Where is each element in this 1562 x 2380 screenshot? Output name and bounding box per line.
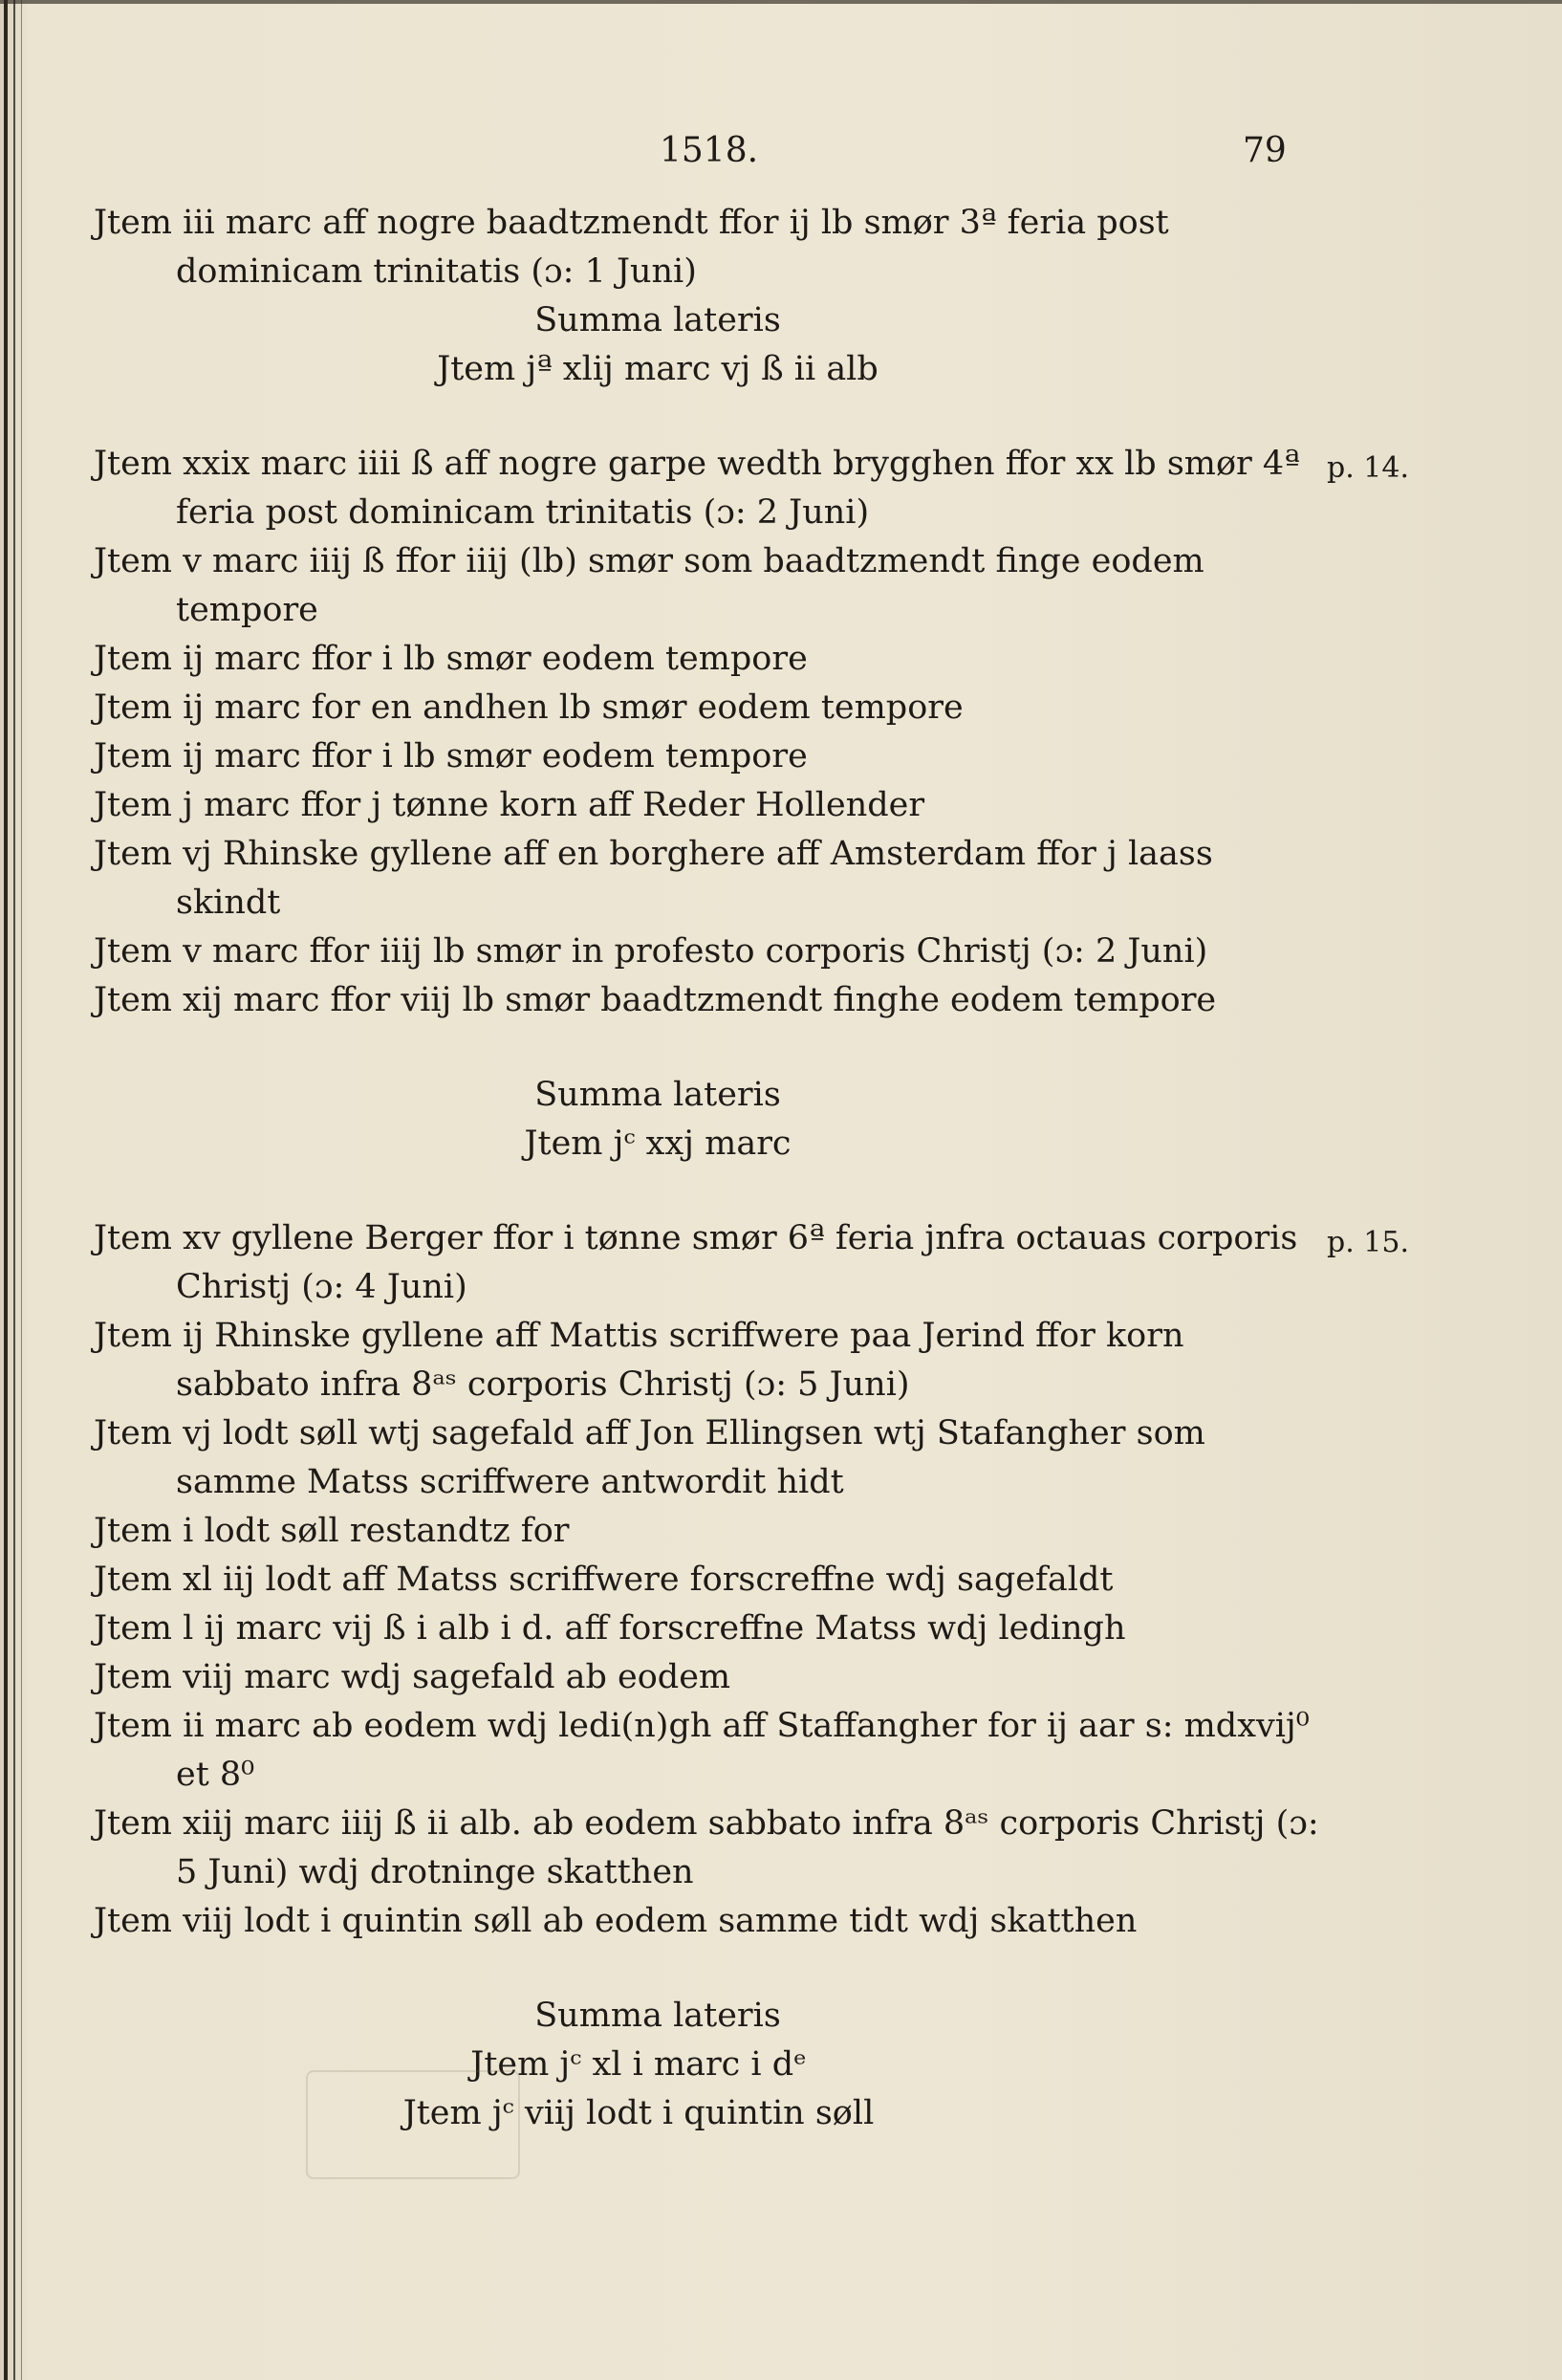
account-entry [94,1897,1327,1946]
account-entry [94,684,1327,732]
account-entry [94,440,1409,537]
entry-text: Jtem xij marc ffor viij lb smør baadtzmendt finghe eodem tempore [94,981,1217,1019]
page-number: 79 [1243,131,1287,170]
binding-edge [4,0,8,2380]
running-header [0,122,1562,180]
entry-text: Jtem viij marc wdj sagefald ab eodem [94,1658,731,1696]
binding-edge-inner [13,0,15,2380]
account-entry [94,1214,1409,1312]
account-entry [94,1409,1327,1507]
section-gap [94,394,1327,440]
summa-line: Jtem jª xlij marc vj ß ii alb [437,350,879,388]
header-year: 1518. [660,131,759,170]
account-entry [94,830,1327,928]
top-edge [0,0,1562,4]
entry-text: Jtem xl iij lodt aff Matss scriffwere forscreffne wdj sagefaldt [94,1561,1114,1599]
entry-text: Jtem vj lodt søll wtj sagefald aff Jon Ellingsen wtj Stafangher som samme Matss scriffwere antwordit hidt [94,1414,1205,1501]
entry-text: Jtem xiij marc iiij ß ii alb. ab eodem sabbato infra 8ᵃˢ corporis Christj (ɔ: 5 Juni) wdj drotninge skatthen [94,1804,1319,1891]
entry-text: Jtem ij marc for en andhen lb smør eodem tempore [94,688,964,727]
summa-line: Summa lateris [534,1076,781,1114]
margin-page-ref: p. 14. [1327,451,1409,485]
entry-text: Jtem vj Rhinske gyllene aff en borghere aff Amsterdam ffor j laass skindt [94,835,1213,922]
entry-text: Jtem ij marc ffor i lb smør eodem tempore [94,640,808,678]
entry-text: Jtem l ij marc vij ß i alb i d. aff forscreffne Matss wdj ledingh [94,1609,1126,1648]
binding-edge-shadow [21,0,22,2380]
account-entry [94,1507,1327,1556]
section-gap [94,1025,1327,1071]
summa-line: Jtem jᶜ viij lodt i quintin søll [402,2094,875,2132]
summa-line: Summa lateris [534,301,781,339]
entry-text: Jtem i lodt søll restandtz for [94,1512,570,1550]
account-entry [94,1312,1327,1409]
entry-text: Jtem v marc iiij ß ffor iiij (lb) smør som baadtzmendt finge eodem tempore [94,542,1204,629]
entry-text: Jtem ij Rhinske gyllene aff Mattis scriffwere paa Jerind ffor korn sabbato infra 8ᵃˢ corporis Christj (ɔ: 5 Juni) [94,1317,1184,1404]
paper-stain [306,2070,520,2179]
entry-text: Jtem xxix marc iiii ß aff nogre garpe wedth brygghen ffor xx lb smør 4ª feria post dominicam trinitatis (ɔ: 2 Juni) [94,445,1300,532]
entry-text: Jtem ij marc ffor i lb smør eodem tempore [94,737,808,775]
account-entry [94,1800,1327,1897]
entry-text: Jtem ii marc ab eodem wdj ledi(n)gh aff Staffangher for ij aar s: mdxvij⁰ et 8⁰ [94,1707,1310,1794]
account-entry [94,199,1327,296]
account-entry [94,1702,1327,1800]
entry-text: Jtem xv gyllene Berger ffor i tønne smør 6ª feria jnfra octauas corporis Christj (ɔ: 4 Juni) [94,1219,1298,1306]
summa-line: Jtem jᶜ xxj marc [524,1124,792,1163]
account-entry [94,1653,1327,1702]
account-entries [94,199,1409,2138]
account-entry [94,537,1327,635]
account-entry [94,635,1327,684]
summa-line: Jtem jᶜ xl i marc i dᵉ [470,2045,807,2084]
account-entry [94,732,1327,781]
account-entry [94,928,1327,976]
entry-text: Jtem v marc ffor iiij lb smør in profesto corporis Christj (ɔ: 2 Juni) [94,932,1208,971]
account-entry [94,1556,1327,1605]
margin-page-ref: p. 15. [1327,1226,1409,1259]
account-entry [94,976,1327,1025]
section-gap [94,1946,1327,1992]
account-entry [94,781,1327,830]
entry-text: Jtem iii marc aff nogre baadtzmendt ffor ij lb smør 3ª feria post dominicam trinitatis (ɔ: 1 Juni) [94,204,1169,291]
summa-line: Summa lateris [534,1997,781,2035]
account-entry [94,1605,1327,1653]
entry-text: Jtem j marc ffor j tønne korn aff Reder Hollender [94,786,925,824]
entry-text: Jtem viij lodt i quintin søll ab eodem samme tidt wdj skatthen [94,1902,1138,1940]
section-gap [94,1168,1327,1214]
